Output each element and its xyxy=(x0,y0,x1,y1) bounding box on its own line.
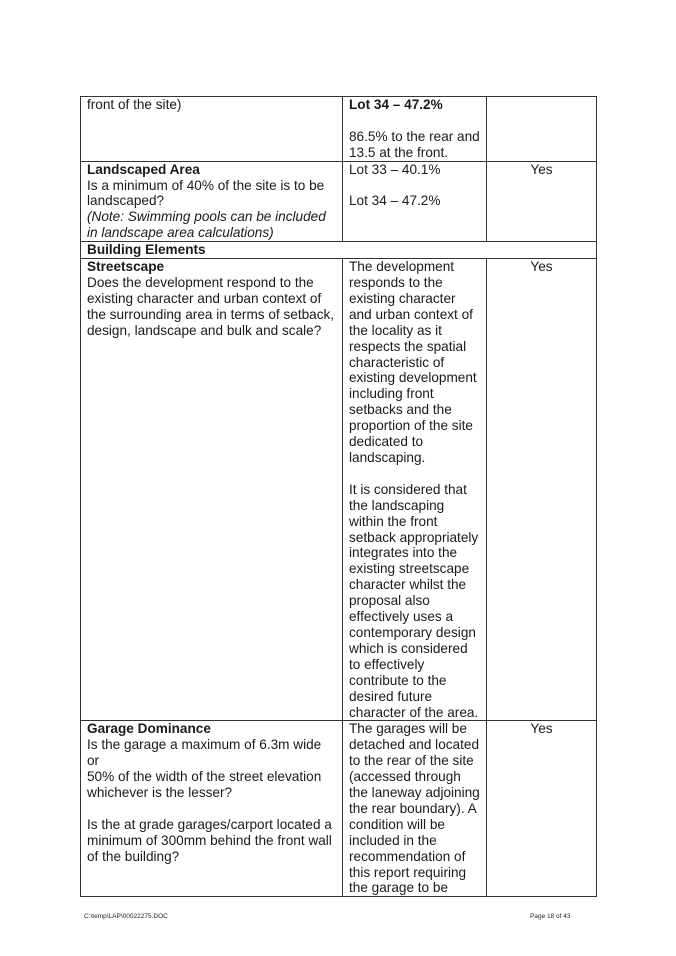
table-row-continued xyxy=(81,97,597,162)
note-line: (Note: Swimming pools can be included xyxy=(87,209,326,225)
table-row-landscaped-area xyxy=(81,161,597,242)
finding-line: detached and located xyxy=(349,737,480,753)
finding-line: existing character xyxy=(349,290,456,306)
question-line: design, landscape and bulk and scale? xyxy=(87,322,322,338)
finding-line: recommendation of xyxy=(349,848,466,864)
finding-line: setback appropriately xyxy=(349,529,479,545)
complies-value: Yes xyxy=(530,259,553,275)
finding-cell xyxy=(343,259,487,721)
finding-cell xyxy=(343,721,487,897)
finding-line: included in the xyxy=(349,832,437,848)
finding-line: 86.5% to the rear and xyxy=(349,128,480,144)
complies-value: Yes xyxy=(530,161,553,177)
question-line: of the building? xyxy=(87,848,180,864)
finding-line: integrates into the xyxy=(349,545,458,561)
footer-file-path: C:\temp\LAP\00022275.DOC xyxy=(84,913,168,920)
table-row-garage-dominance xyxy=(81,721,597,897)
note-line: in landscape area calculations) xyxy=(87,225,274,241)
table-row-section-heading xyxy=(81,242,597,259)
finding-line: desired future xyxy=(349,688,433,704)
finding-line: which is considered xyxy=(349,640,468,656)
finding-line: contribute to the xyxy=(349,672,447,688)
complies-cell xyxy=(487,161,597,242)
finding-line: The development xyxy=(349,259,455,275)
finding-line: Lot 34 – 47.2% xyxy=(349,193,441,209)
finding-line: Lot 33 – 40.1% xyxy=(349,161,441,177)
finding-line: this report requiring xyxy=(349,864,467,880)
finding-line: effectively uses a xyxy=(349,609,454,625)
question-line: landscaped? xyxy=(87,193,165,209)
finding-line: It is considered that xyxy=(349,481,467,497)
finding-line: existing streetscape xyxy=(349,561,470,577)
finding-line: the locality as it xyxy=(349,322,442,338)
section-heading: Streetscape xyxy=(87,259,165,275)
finding-line: landscaping. xyxy=(349,450,426,466)
question-line: existing character and urban context of xyxy=(87,290,322,306)
finding-line: the garage to be xyxy=(349,880,449,896)
finding-line: setbacks and the xyxy=(349,402,452,418)
finding-line: (accessed through xyxy=(349,769,461,785)
question-line: Is the at grade garages/carport located a xyxy=(87,816,332,832)
section-heading: Garage Dominance xyxy=(87,721,211,737)
finding-line: and urban context of xyxy=(349,306,473,322)
finding-line: The garages will be xyxy=(349,721,467,737)
section-heading: Landscaped Area xyxy=(87,161,200,177)
finding-line: 13.5 at the front. xyxy=(349,144,448,160)
question-line: Is the garage a maximum of 6.3m wide or xyxy=(87,737,322,769)
complies-cell xyxy=(487,97,597,162)
finding-line: the laneway adjoining xyxy=(349,785,480,801)
finding-line: proportion of the site xyxy=(349,418,473,434)
section-heading: Building Elements xyxy=(87,242,206,258)
question-cell xyxy=(81,97,343,162)
question-line: Does the development respond to the xyxy=(87,275,314,291)
complies-cell xyxy=(487,721,597,897)
finding-line: responds to the xyxy=(349,275,443,291)
footer-page-number: Page 18 of 43 xyxy=(530,913,571,920)
question-cell xyxy=(81,259,343,721)
question-line: minimum of 300mm behind the front wall xyxy=(87,832,332,848)
complies-value: Yes xyxy=(530,721,553,737)
question-line: 50% of the width of the street elevation xyxy=(87,769,322,785)
finding-cell xyxy=(343,161,487,242)
finding-heading: Lot 34 – 47.2% xyxy=(349,97,443,112)
finding-line: condition will be xyxy=(349,816,445,832)
finding-line: existing development xyxy=(349,370,477,386)
complies-cell xyxy=(487,259,597,721)
finding-line: character of the area. xyxy=(349,704,479,720)
finding-cell xyxy=(343,97,487,162)
question-line: whichever is the lesser? xyxy=(87,785,233,801)
table-row-streetscape xyxy=(81,259,597,721)
question-cell xyxy=(81,161,343,242)
compliance-table xyxy=(80,96,597,897)
finding-line: respects the spatial xyxy=(349,338,467,354)
finding-line: proposal also xyxy=(349,593,430,609)
section-heading-cell xyxy=(81,242,597,259)
finding-line: character whilst the xyxy=(349,577,467,593)
question-line: the surrounding area in terms of setback, xyxy=(87,306,335,322)
finding-line: the rear boundary). A xyxy=(349,800,477,816)
finding-line: the landscaping xyxy=(349,497,445,513)
finding-line: characteristic of xyxy=(349,354,445,370)
finding-line: to the rear of the site xyxy=(349,753,474,769)
finding-line: including front xyxy=(349,386,434,402)
finding-line: to effectively xyxy=(349,656,425,672)
finding-line: within the front xyxy=(349,513,438,529)
question-cell xyxy=(81,721,343,897)
question-text: front of the site) xyxy=(87,97,182,112)
finding-line: dedicated to xyxy=(349,434,424,450)
question-line: Is a minimum of 40% of the site is to be xyxy=(87,177,325,193)
finding-line: contemporary design xyxy=(349,624,476,640)
